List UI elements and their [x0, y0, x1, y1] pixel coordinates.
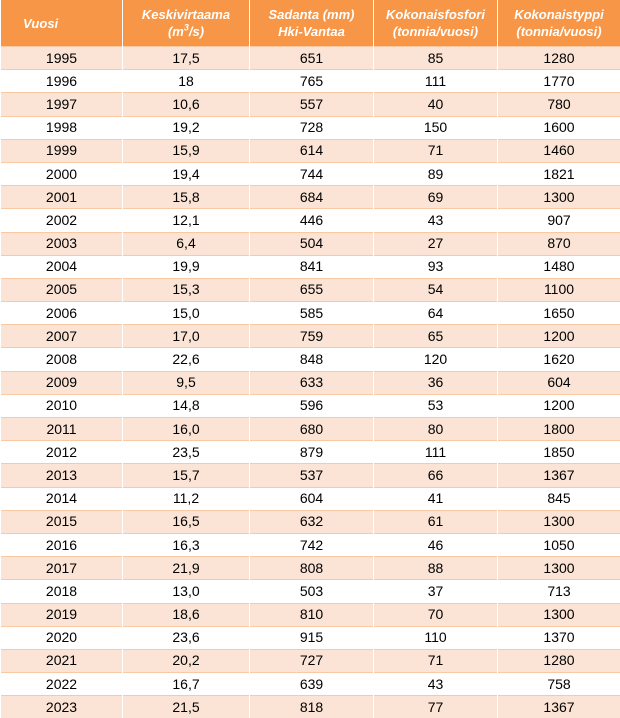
- table-row: [1, 255, 620, 278]
- phosphorus-cell: 40: [374, 93, 498, 116]
- phosphorus-cell: 64: [374, 302, 498, 325]
- nitrogen-cell: 1821: [498, 162, 620, 185]
- year-cell: 1999: [1, 139, 123, 162]
- table-row: [1, 510, 620, 533]
- year-cell: 2007: [1, 325, 123, 348]
- nitrogen-cell: 1460: [498, 139, 620, 162]
- year-cell: 2008: [1, 348, 123, 371]
- precipitation-cell: 915: [250, 626, 374, 649]
- nitrogen-cell: 1620: [498, 348, 620, 371]
- table-row: [1, 302, 620, 325]
- phosphorus-cell: 43: [374, 673, 498, 696]
- phosphorus-cell: 46: [374, 533, 498, 556]
- phosphorus-cell: 37: [374, 580, 498, 603]
- flow-cell: 6,4: [123, 232, 250, 255]
- header-flow: Keskivirtaama $(m^3/s)$: [123, 0, 250, 47]
- table-row: [1, 47, 620, 70]
- phosphorus-cell: 150: [374, 116, 498, 139]
- year-cell: 2018: [1, 580, 123, 603]
- year-cell: 2012: [1, 441, 123, 464]
- flow-cell: 20,2: [123, 649, 250, 672]
- flow-cell: 18,6: [123, 603, 250, 626]
- precipitation-cell: 633: [250, 371, 374, 394]
- phosphorus-cell: 71: [374, 649, 498, 672]
- flow-cell: 14,8: [123, 394, 250, 417]
- phosphorus-cell: 27: [374, 232, 498, 255]
- phosphorus-cell: 110: [374, 626, 498, 649]
- nitrogen-cell: 1200: [498, 325, 620, 348]
- table-row: [1, 626, 620, 649]
- flow-cell: 21,5: [123, 696, 250, 718]
- table-row: [1, 580, 620, 603]
- precipitation-cell: 604: [250, 487, 374, 510]
- year-cell: 2017: [1, 557, 123, 580]
- table-row: [1, 186, 620, 209]
- flow-cell: 21,9: [123, 557, 250, 580]
- phosphorus-cell: 111: [374, 70, 498, 93]
- flow-cell: 18: [123, 70, 250, 93]
- table-row: [1, 649, 620, 672]
- table-row: [1, 394, 620, 417]
- phosphorus-cell: 53: [374, 394, 498, 417]
- flow-cell: 11,2: [123, 487, 250, 510]
- flow-cell: 16,7: [123, 673, 250, 696]
- nitrogen-cell: 604: [498, 371, 620, 394]
- phosphorus-cell: 43: [374, 209, 498, 232]
- table-row: [1, 371, 620, 394]
- precipitation-cell: 537: [250, 464, 374, 487]
- year-cell: 1997: [1, 93, 123, 116]
- precipitation-cell: 744: [250, 162, 374, 185]
- table-row: [1, 116, 620, 139]
- flow-cell: 12,1: [123, 209, 250, 232]
- table-row: [1, 162, 620, 185]
- year-cell: 2015: [1, 510, 123, 533]
- phosphorus-cell: 71: [374, 139, 498, 162]
- table-row: [1, 487, 620, 510]
- precipitation-cell: 446: [250, 209, 374, 232]
- table-row: [1, 348, 620, 371]
- phosphorus-cell: 36: [374, 371, 498, 394]
- precipitation-cell: 742: [250, 533, 374, 556]
- phosphorus-cell: 88: [374, 557, 498, 580]
- nitrogen-cell: 1770: [498, 70, 620, 93]
- flow-cell: 15,0: [123, 302, 250, 325]
- flow-cell: 13,0: [123, 580, 250, 603]
- nitrogen-cell: 713: [498, 580, 620, 603]
- flow-cell: 19,9: [123, 255, 250, 278]
- nitrogen-cell: 1850: [498, 441, 620, 464]
- year-cell: 2005: [1, 278, 123, 301]
- year-cell: 2002: [1, 209, 123, 232]
- flow-cell: 19,2: [123, 116, 250, 139]
- table-row: [1, 209, 620, 232]
- precipitation-cell: 848: [250, 348, 374, 371]
- table-row: [1, 603, 620, 626]
- precipitation-cell: 503: [250, 580, 374, 603]
- phosphorus-cell: 120: [374, 348, 498, 371]
- precipitation-cell: 879: [250, 441, 374, 464]
- nitrogen-cell: 1650: [498, 302, 620, 325]
- nitrogen-cell: 1100: [498, 278, 620, 301]
- phosphorus-cell: 77: [374, 696, 498, 718]
- year-cell: 1995: [1, 47, 123, 70]
- flow-cell: 23,6: [123, 626, 250, 649]
- table-row: [1, 93, 620, 116]
- header-row: [1, 0, 620, 47]
- table-row: [1, 139, 620, 162]
- table-row: [1, 673, 620, 696]
- phosphorus-cell: 65: [374, 325, 498, 348]
- year-cell: 2023: [1, 696, 123, 718]
- table-body: [1, 47, 620, 718]
- nitrogen-cell: 1800: [498, 418, 620, 441]
- flow-cell: 15,7: [123, 464, 250, 487]
- precipitation-cell: 655: [250, 278, 374, 301]
- nitrogen-cell: 1050: [498, 533, 620, 556]
- precipitation-cell: 557: [250, 93, 374, 116]
- phosphorus-cell: 54: [374, 278, 498, 301]
- table-row: [1, 232, 620, 255]
- precipitation-cell: 728: [250, 116, 374, 139]
- nitrogen-cell: 1300: [498, 510, 620, 533]
- precipitation-cell: 585: [250, 302, 374, 325]
- flow-cell: 16,0: [123, 418, 250, 441]
- phosphorus-cell: 80: [374, 418, 498, 441]
- nitrogen-cell: 780: [498, 93, 620, 116]
- year-cell: 2011: [1, 418, 123, 441]
- precipitation-cell: 810: [250, 603, 374, 626]
- phosphorus-cell: 89: [374, 162, 498, 185]
- phosphorus-cell: 41: [374, 487, 498, 510]
- precipitation-cell: 680: [250, 418, 374, 441]
- precipitation-cell: 841: [250, 255, 374, 278]
- phosphorus-cell: 61: [374, 510, 498, 533]
- precipitation-cell: 765: [250, 70, 374, 93]
- header-total-phosphorus: Kokonaisfosfori (tonnia/vuosi): [374, 0, 498, 47]
- table-row: [1, 441, 620, 464]
- year-cell: 1998: [1, 116, 123, 139]
- year-cell: 2006: [1, 302, 123, 325]
- nitrogen-cell: 1600: [498, 116, 620, 139]
- year-cell: 2004: [1, 255, 123, 278]
- table-row: [1, 464, 620, 487]
- flow-cell: 15,8: [123, 186, 250, 209]
- table-row: [1, 696, 620, 718]
- nitrogen-cell: 1280: [498, 649, 620, 672]
- phosphorus-cell: 66: [374, 464, 498, 487]
- table-row: [1, 70, 620, 93]
- table-row: [1, 278, 620, 301]
- nitrogen-cell: 1300: [498, 603, 620, 626]
- year-cell: 2022: [1, 673, 123, 696]
- nitrogen-cell: 758: [498, 673, 620, 696]
- flow-cell: 10,6: [123, 93, 250, 116]
- table-row: [1, 533, 620, 556]
- table-row: [1, 557, 620, 580]
- precipitation-cell: 632: [250, 510, 374, 533]
- nitrogen-cell: 1367: [498, 696, 620, 718]
- year-cell: 2014: [1, 487, 123, 510]
- phosphorus-cell: 69: [374, 186, 498, 209]
- flow-cell: 22,6: [123, 348, 250, 371]
- year-cell: 2010: [1, 394, 123, 417]
- phosphorus-cell: 70: [374, 603, 498, 626]
- precipitation-cell: 759: [250, 325, 374, 348]
- precipitation-cell: 651: [250, 47, 374, 70]
- year-cell: 2013: [1, 464, 123, 487]
- precipitation-cell: 614: [250, 139, 374, 162]
- precipitation-cell: 684: [250, 186, 374, 209]
- flow-cell: 16,3: [123, 533, 250, 556]
- flow-cell: 15,3: [123, 278, 250, 301]
- flow-cell: 23,5: [123, 441, 250, 464]
- nitrogen-cell: 1370: [498, 626, 620, 649]
- precipitation-cell: 639: [250, 673, 374, 696]
- precipitation-cell: 808: [250, 557, 374, 580]
- nitrogen-cell: 1280: [498, 47, 620, 70]
- year-cell: 2016: [1, 533, 123, 556]
- year-cell: 2000: [1, 162, 123, 185]
- flow-cell: 17,0: [123, 325, 250, 348]
- year-cell: 2001: [1, 186, 123, 209]
- nitrogen-cell: 1300: [498, 186, 620, 209]
- phosphorus-cell: 111: [374, 441, 498, 464]
- flow-cell: 15,9: [123, 139, 250, 162]
- nitrogen-cell: 1300: [498, 557, 620, 580]
- nitrogen-cell: 1200: [498, 394, 620, 417]
- header-total-nitrogen: Kokonaistyppi (tonnia/vuosi): [498, 0, 620, 47]
- year-cell: 2021: [1, 649, 123, 672]
- year-cell: 2019: [1, 603, 123, 626]
- nitrogen-cell: 907: [498, 209, 620, 232]
- nitrogen-cell: 845: [498, 487, 620, 510]
- precipitation-cell: 596: [250, 394, 374, 417]
- phosphorus-cell: 85: [374, 47, 498, 70]
- phosphorus-cell: 93: [374, 255, 498, 278]
- table-row: [1, 418, 620, 441]
- header-precipitation: Sadanta (mm) Hki-Vantaa: [250, 0, 374, 47]
- nitrogen-cell: 1367: [498, 464, 620, 487]
- nitrogen-cell: 1480: [498, 255, 620, 278]
- nitrogen-cell: 870: [498, 232, 620, 255]
- flow-cell: 17,5: [123, 47, 250, 70]
- flow-cell: 16,5: [123, 510, 250, 533]
- precipitation-cell: 504: [250, 232, 374, 255]
- year-cell: 2003: [1, 232, 123, 255]
- year-cell: 2020: [1, 626, 123, 649]
- flow-cell: 9,5: [123, 371, 250, 394]
- year-cell: 1996: [1, 70, 123, 93]
- year-cell: 2009: [1, 371, 123, 394]
- precipitation-cell: 727: [250, 649, 374, 672]
- precipitation-cell: 818: [250, 696, 374, 718]
- flow-cell: 19,4: [123, 162, 250, 185]
- header-year: Vuosi: [1, 0, 123, 47]
- table-row: [1, 325, 620, 348]
